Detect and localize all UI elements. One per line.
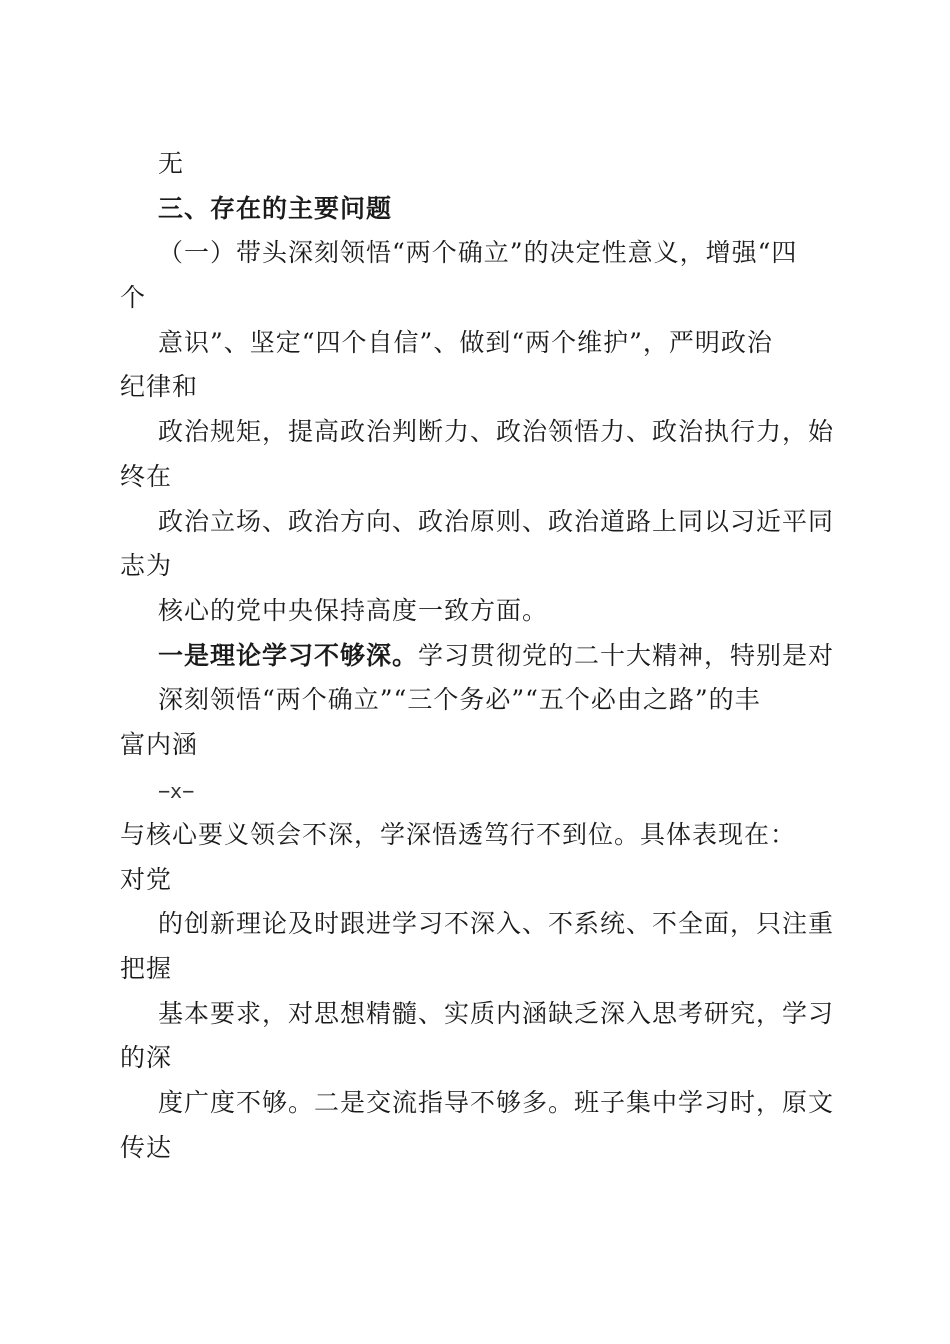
text-line: 的创新理论及时跟进学习不深入、不系统、不全面，只注重 <box>158 909 835 938</box>
text-line: 度广度不够。二是交流指导不够多。班子集中学习时，原文 <box>158 1088 835 1117</box>
text-line: 终在 <box>120 462 173 491</box>
text-line: 把握 <box>120 954 173 983</box>
page-number: −x− <box>158 779 195 803</box>
text-line: 深刻领悟“两个确立”“三个务必”“五个必由之路”的丰 <box>158 685 761 714</box>
text-line: 核心的党中央保持高度一致方面。 <box>158 596 549 625</box>
subsection-heading: （一）带头深刻领悟“两个确立”的决定性意义，增强“四 <box>158 238 798 267</box>
text-line: 富内涵 <box>120 730 199 759</box>
text-line: 无 <box>158 149 185 178</box>
section-heading: 三、存在的主要问题 <box>158 194 393 223</box>
text-line: 纪律和 <box>120 372 199 401</box>
text-line: 基本要求，对思想精髓、实质内涵缺乏深入思考研究，学习 <box>158 999 835 1028</box>
paragraph-text: 学习贯彻党的二十大精神，特别是对 <box>418 641 835 670</box>
text-line: 政治立场、政治方向、政治原则、政治道路上同以习近平同 <box>158 507 835 536</box>
text-line: 的深 <box>120 1043 173 1072</box>
text-line: 意识”、坚定“四个自信”、做到“两个维护”，严明政治 <box>158 328 773 357</box>
text-line: 志为 <box>120 551 173 580</box>
text-line: 政治规矩，提高政治判断力、政治领悟力、政治执行力，始 <box>158 417 835 446</box>
text-line: 对党 <box>120 865 173 894</box>
text-line: 与核心要义领会不深，学深悟透笃行不到位。具体表现在： <box>120 820 797 849</box>
paragraph-line <box>158 640 834 672</box>
bold-lead-text: 一是理论学习不够深。 <box>158 641 419 670</box>
text-line: 个 <box>120 283 147 312</box>
text-line: 传达 <box>120 1133 173 1162</box>
